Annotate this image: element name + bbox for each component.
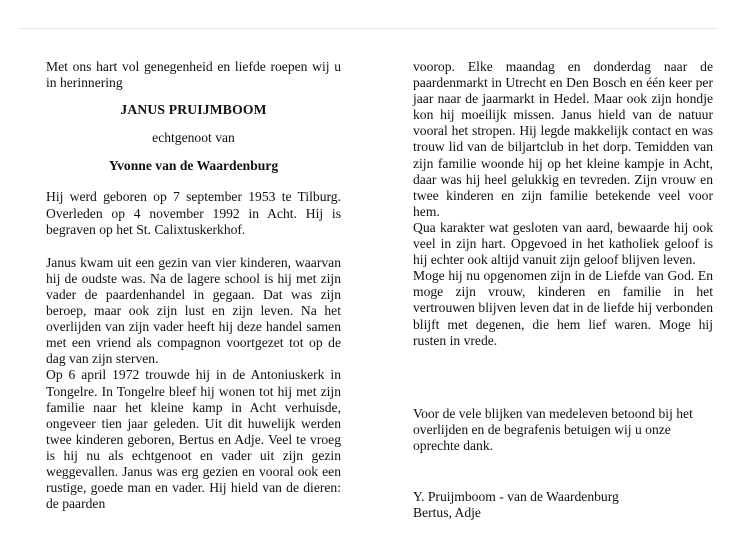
hobbies-paragraph: voorop. Elke maandag en donderdag naar de paardenmarkt in Utrecht en Den Bosch en één keer per jaar naar de jaarmarkt in Hedel. Maar ook zijn hondje kon hij moeilijk missen. Janus hield van de natuur vooral het stropen. Hij legde makkelijk contact en was trouw lid van de biljartclub in het dorp. Temidden van zijn familie woonde hij op het kleine kampje in Acht, daar was hij heel gelukkig en tevreden. Zijn vrouw en twee kinderen en zijn familie betekende veel voor hem.	[413, 59, 713, 219]
birth-death-paragraph: Hij werd geboren op 7 september 1953 te Tilburg. Overleden op 4 november 1992 in Acht. Hij is begraven op het St. Calixtuskerkhof.	[46, 189, 341, 237]
spouse-name: Yvonne van de Waardenburg	[108, 158, 279, 174]
left-panel	[46, 59, 341, 512]
right-panel	[413, 59, 713, 349]
life-paragraph: Janus kwam uit een gezin van vier kinderen, waarvan hij de oudste was. Na de lagere school is hij met zijn vader de paardenhandel in gegaan. Dat was zijn beroep, maar ook zijn lust en zijn leven. Na het overlijden van zijn vader heeft hij deze handel samen met een vriend als compagnon voortgezet tot op de dag van zijn sterven.	[46, 254, 341, 367]
deceased-name: JANUS PRUIJMBOOM	[120, 102, 267, 118]
relation-text: echtgenoot van	[152, 130, 235, 146]
signature-line-1: Y. Pruijmboom - van de Waardenburg	[413, 489, 619, 504]
intro-text: Met ons hart vol genegenheid en liefde roepen wij u in herinnering	[46, 59, 341, 91]
signature-block	[413, 489, 713, 521]
prayer-paragraph: Moge hij nu opgenomen zijn in de Liefde van God. En moge zijn vrouw, kinderen en familie in het vertrouwen blijven leven dat in de liefde hij verbonden blijft met degenen, die hem lief waren. Moge hij rusten in vrede.	[413, 268, 713, 348]
thanks-text: Voor de vele blijken van medeleven betoond bij het overlijden en de begrafenis betuigen wij u onze oprechte dank.	[413, 406, 693, 454]
character-paragraph: Qua karakter wat gesloten van aard, bewaarde hij ook veel in zijn hart. Opgevoed in het katholiek geloof is hij echter ook altijd vanuit zijn geloof blijven leven.	[413, 219, 713, 268]
signature-line-2: Bertus, Adje	[413, 505, 481, 521]
memorial-card	[20, 28, 718, 521]
marriage-paragraph: Op 6 april 1972 trouwde hij in de Antoniuskerk in Tongelre. In Tongelre bleef hij wonen tot hij met zijn familie naar het kleine kamp in Acht verhuisde, ongeveer tien jaar geleden. Uit dit huwelijk werden twee kinderen geboren, Bertus en Adje. Veel te vroeg is hij nu als echtgenoot en vader uit zijn gezin weggevallen. Janus was erg gezien en vooral ook een rustige, goede man en vader. Hij hield van de dieren: de paarden	[46, 367, 341, 512]
